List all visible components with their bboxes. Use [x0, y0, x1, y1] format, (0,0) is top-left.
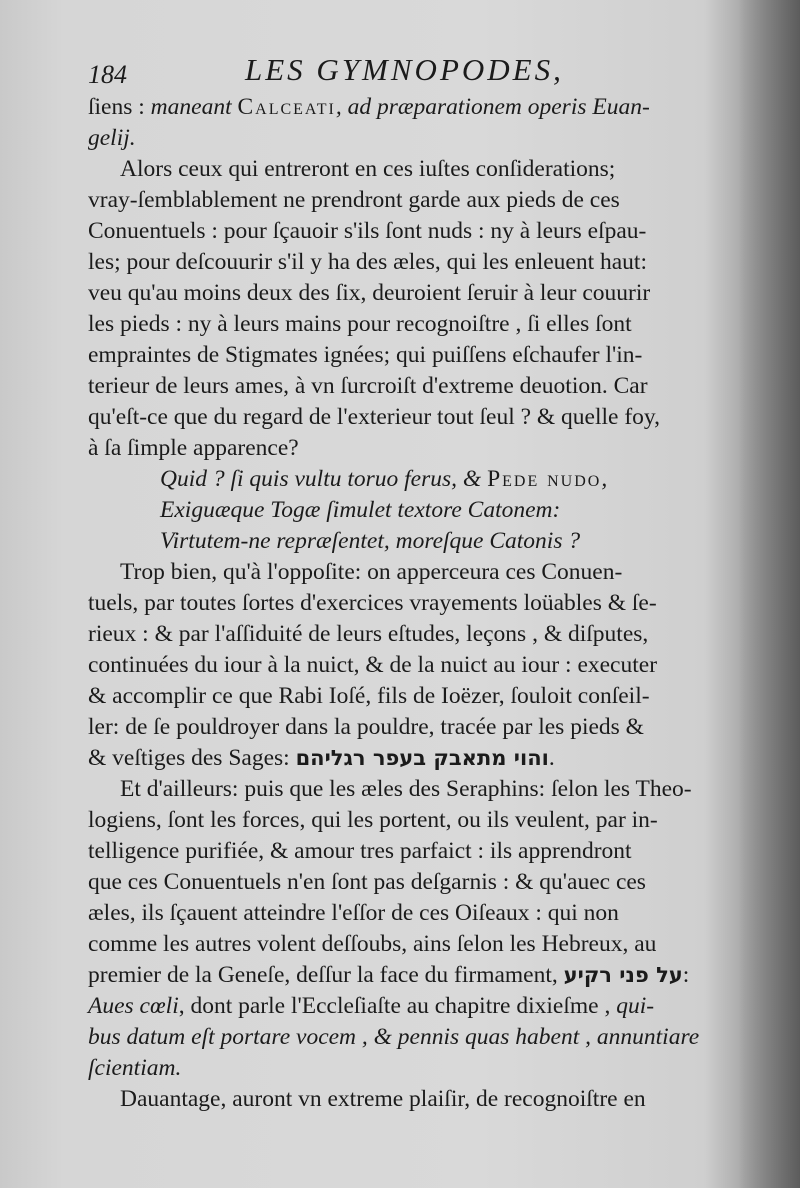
text-line — [88, 123, 708, 154]
text-segment: Quid ? ſi quis vultu toruo ferus, & — [160, 466, 488, 492]
text-segment: qu'eſt-ce que du regard de l'exterieur tout ſeul ? & quelle foy, — [88, 404, 661, 430]
text-line — [88, 1022, 708, 1053]
verse-line — [88, 495, 708, 526]
text-line — [88, 619, 708, 650]
text-segment: Virtutem-ne repræſentet, moreſque Catonis ? — [160, 528, 581, 554]
verse-line — [88, 464, 708, 495]
text-line — [88, 867, 708, 898]
text-segment: & veſtiges des Sages: — [88, 745, 296, 771]
text-segment: rieux : & par l'aſſiduité de leurs eſtudes, leçons , & diſputes, — [88, 621, 649, 647]
text-segment: ſcientiam. — [88, 1055, 182, 1081]
text-segment: Pede nudo — [487, 466, 602, 492]
text-segment: Exiguæque Togæ ſimulet textore Catonem: — [160, 497, 561, 523]
text-line — [88, 588, 708, 619]
text-line — [88, 650, 708, 681]
text-segment: , ad præparationem operis Euan- — [335, 94, 650, 120]
text-segment: empraintes de Stigmates ignées; qui puiſſens eſchaufer l'in- — [88, 342, 643, 368]
text-line — [88, 433, 708, 464]
text-line — [88, 154, 708, 185]
text-segment: gelij. — [88, 125, 136, 151]
text-segment: ſiens : — [88, 94, 151, 120]
text-segment: comme les autres volent deſſoubs, ains ſelon les Hebreux, au — [88, 931, 657, 957]
verse-line — [88, 526, 708, 557]
text-line — [88, 309, 708, 340]
text-segment: Calceati — [237, 94, 336, 120]
text-segment: . — [548, 745, 555, 771]
text-segment: tuels, par toutes ſortes d'exercices vrayements loüables & ſe- — [88, 590, 657, 616]
text-line — [88, 216, 708, 247]
text-segment: æles, ils ſçauent atteindre l'eſſor de ces Oiſeaux : qui non — [88, 900, 619, 926]
text-line — [88, 340, 708, 371]
text-segment: ler: de ſe pouldroyer dans la pouldre, tracée par les pieds & — [88, 714, 644, 740]
text-line — [88, 247, 708, 278]
text-line — [88, 1053, 708, 1084]
text-segment: : — [682, 962, 690, 988]
body-text — [88, 92, 708, 1115]
text-line — [88, 185, 708, 216]
text-segment: bus datum eſt portare vocem , & pennis quas habent , annuntiare — [88, 1024, 700, 1050]
page-gutter-shadow — [738, 0, 800, 1188]
text-segment: premier de la Geneſe, deſſur la face du firmament, — [88, 962, 564, 988]
text-segment: à ſa ſimple apparence? — [88, 435, 299, 461]
text-line — [88, 774, 708, 805]
text-segment: , — [601, 466, 608, 492]
running-head: LES GYMNOPODES, — [245, 52, 564, 87]
text-line — [88, 1084, 708, 1115]
text-line — [88, 557, 708, 588]
text-segment: Conuentuels : pour ſçauoir s'ils ſont nuds : ny à leurs eſpau- — [88, 218, 647, 244]
text-segment: telligence purifiée, & amour tres parfaict : ils apprendront — [88, 838, 632, 864]
text-segment: veu qu'au moins deux des ſix, deuroient ſeruir à leur couurir — [88, 280, 651, 306]
text-line — [88, 991, 708, 1022]
text-line — [88, 929, 708, 960]
text-segment: , dont parle l'Eccleſiaſte au chapitre dixieſme , — [178, 993, 617, 1019]
text-segment: Dauantage, auront vn extreme plaiſir, de recognoiſtre en — [120, 1086, 646, 1112]
text-line — [88, 402, 708, 433]
text-segment: Aues cœli — [88, 993, 179, 1019]
text-segment: Trop bien, qu'à l'oppoſite: on apperceura ces Conuen- — [120, 559, 623, 585]
text-line — [88, 278, 708, 309]
page-number: 184 — [88, 60, 127, 89]
text-segment: Alors ceux qui entreront en ces iuſtes conſiderations; — [120, 156, 616, 182]
hebrew-text: והוי מתאבק בעפר רגליהם — [295, 746, 549, 770]
text-segment: qui- — [616, 993, 655, 1019]
hebrew-text: על פני רקיע — [563, 963, 683, 987]
text-line — [88, 92, 708, 123]
text-line — [88, 681, 708, 712]
text-segment: maneant — [150, 94, 238, 120]
text-line — [88, 960, 708, 991]
text-segment: les; pour deſcouurir s'il y ha des æles, qui les enleuent haut: — [88, 249, 647, 275]
text-line — [88, 743, 708, 774]
text-line — [88, 836, 708, 867]
text-segment: continuées du iour à la nuict, & de la nuict au iour : executer — [88, 652, 658, 678]
text-segment: logiens, ſont les forces, qui les portent, ou ils veulent, par in- — [88, 807, 658, 833]
text-line — [88, 805, 708, 836]
text-segment: Et d'ailleurs: puis que les æles des Seraphins: ſelon les Theo- — [120, 776, 692, 802]
text-line — [88, 712, 708, 743]
text-segment: vray-ſemblablement ne prendront garde aux pieds de ces — [88, 187, 620, 213]
text-line — [88, 371, 708, 402]
text-segment: terieur de leurs ames, à vn ſurcroiſt d'extreme deuotion. Car — [88, 373, 648, 399]
text-segment: que ces Conuentuels n'en ſont pas deſgarnis : & qu'auec ces — [88, 869, 646, 895]
text-segment: les pieds : ny à leurs mains pour recognoiſtre , ſi elles ſont — [88, 311, 632, 337]
text-line — [88, 898, 708, 929]
text-segment: & accomplir ce que Rabi Ioſé, fils de Ioëzer, ſouloit conſeil- — [88, 683, 650, 709]
